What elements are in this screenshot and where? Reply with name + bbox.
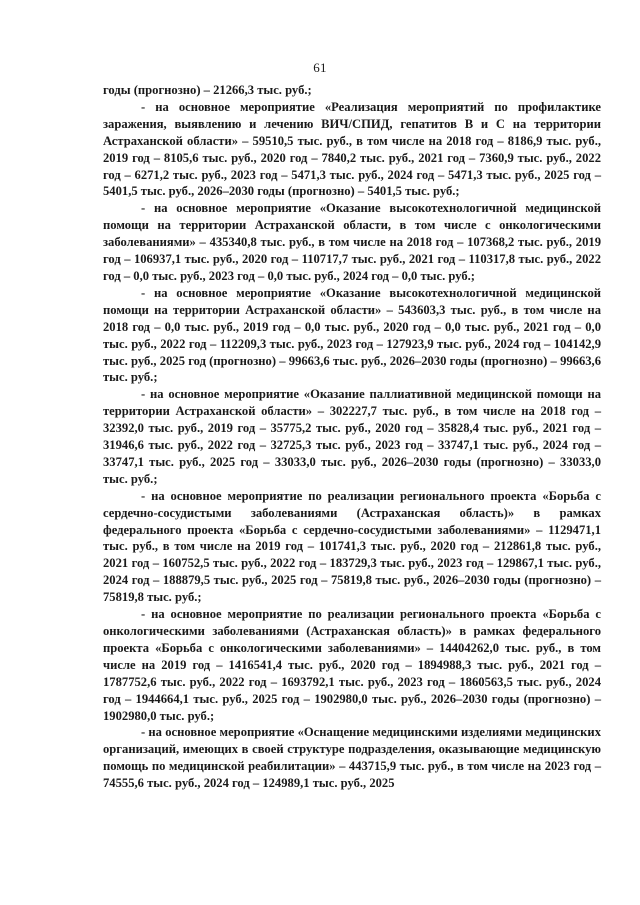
document-body <box>103 82 601 792</box>
paragraph-high-tech-oncology: - на основное мероприятие «Оказание высокотехнологичной медицинской помощи на территории Астраханской области, в том числе с онкологическими заболеваниями» – 435340,8 тыс. руб., в том числе на 2018 год – 107368,2 тыс. руб., 2019 год – 106937,1 тыс. руб., 2020 год – 110717,7 тыс. руб., 2021 год – 110317,8 тыс. руб., 2022 год – 0,0 тыс. руб., 2023 год – 0,0 тыс. руб., 2024 год – 0,0 тыс. руб.; <box>103 201 601 283</box>
paragraph-palliative-care: - на основное мероприятие «Оказание паллиативной медицинской помощи на территории Астраханской области» – 302227,7 тыс. руб., в том числе на 2018 год – 32392,0 тыс. руб., 2019 год – 35775,2 тыс. руб., 2020 год – 35828,4 тыс. руб., 2021 год – 31946,6 тыс. руб., 2022 год – 32725,3 тыс. руб., 2023 год – 33747,1 тыс. руб., 2024 год – 33747,1 тыс. руб., 2025 год – 33033,0 тыс. руб., 2026–2030 годы (прогнозно) – 33033,0 тыс. руб.; <box>103 387 601 486</box>
paragraph-cardiovascular-project: - на основное мероприятие по реализации регионального проекта «Борьба с сердечно-сосудистыми заболеваниями (Астраханская область)» в рамках федерального проекта «Борьба с сердечно-сосудистыми заболеваниями» – 1129471,1 тыс. руб., в том числе на 2019 год – 101741,3 тыс. руб., 2020 год – 212861,8 тыс. руб., 2021 год – 160752,5 тыс. руб., 2022 год – 183729,3 тыс. руб., 2023 год – 129867,1 тыс. руб., 2024 год – 188879,5 тыс. руб., 2025 год – 75819,8 тыс. руб., 2026–2030 годы (прогнозно) – 75819,8 тыс. руб.; <box>103 488 601 605</box>
paragraph-hiv-prevention: - на основное мероприятие «Реализация мероприятий по профилактике заражения, выявлению и лечению ВИЧ/СПИД, гепатитов В и С на территории Астраханской области» – 59510,5 тыс. руб., в том числе на 2018 год – 8186,9 тыс. руб., 2019 год – 8105,6 тыс. руб., 2020 год – 7840,2 тыс. руб., 2021 год – 7360,9 тыс. руб., 2022 год – 6271,2 тыс. руб., 2023 год – 5471,3 тыс. руб., 2024 год – 5471,3 тыс. руб., 2025 год – 5401,5 тыс. руб., 2026–2030 годы (прогнозно) – 5401,5 тыс. руб.; <box>103 99 601 199</box>
page-number: 61 <box>313 60 327 75</box>
paragraph-rehabilitation-equipment: - на основное мероприятие «Оснащение медицинскими изделиями медицинских организаций, имеющих в своей структуре подразделения, оказывающие медицинскую помощь по медицинской реабилитации» – 443715,9 тыс. руб., в том числе на 2023 год – 74555,6 тыс. руб., 2024 год – 124989,1 тыс. руб., 2025 <box>103 725 601 791</box>
paragraph-continuation: годы (прогнозно) – 21266,3 тыс. руб.; <box>103 83 312 97</box>
paragraph-high-tech-care: - на основное мероприятие «Оказание высокотехнологичной медицинской помощи на территории Астраханской области» – 543603,3 тыс. руб., в том числе на 2018 год – 0,0 тыс. руб., 2019 год – 0,0 тыс. руб., 2020 год – 0,0 тыс. руб., 2021 год – 0,0 тыс. руб., 2022 год – 112209,3 тыс. руб., 2023 год – 127923,9 тыс. руб., 2024 год – 104142,9 тыс. руб., 2025 год (прогнозно) – 99663,6 тыс. руб., 2026–2030 годы (прогнозно) – 99663,6 тыс. руб.; <box>103 285 601 385</box>
paragraph-oncology-project: - на основное мероприятие по реализации регионального проекта «Борьба с онкологическими заболеваниями (Астраханская область)» в рамках федерального проекта «Борьба с онкологическими заболеваниями» – 14404262,0 тыс. руб., в том числе на 2019 год – 1416541,4 тыс. руб., 2020 год – 1894988,3 тыс. руб., 2021 год – 1787752,6 тыс. руб., 2022 год – 1693792,1 тыс. руб., 2023 год – 1860563,5 тыс. руб., 2024 год – 1944664,1 тыс. руб., 2025 год – 1902980,0 тыс. руб., 2026–2030 годы (прогнозно) – 1902980,0 тыс. руб.; <box>103 607 601 723</box>
